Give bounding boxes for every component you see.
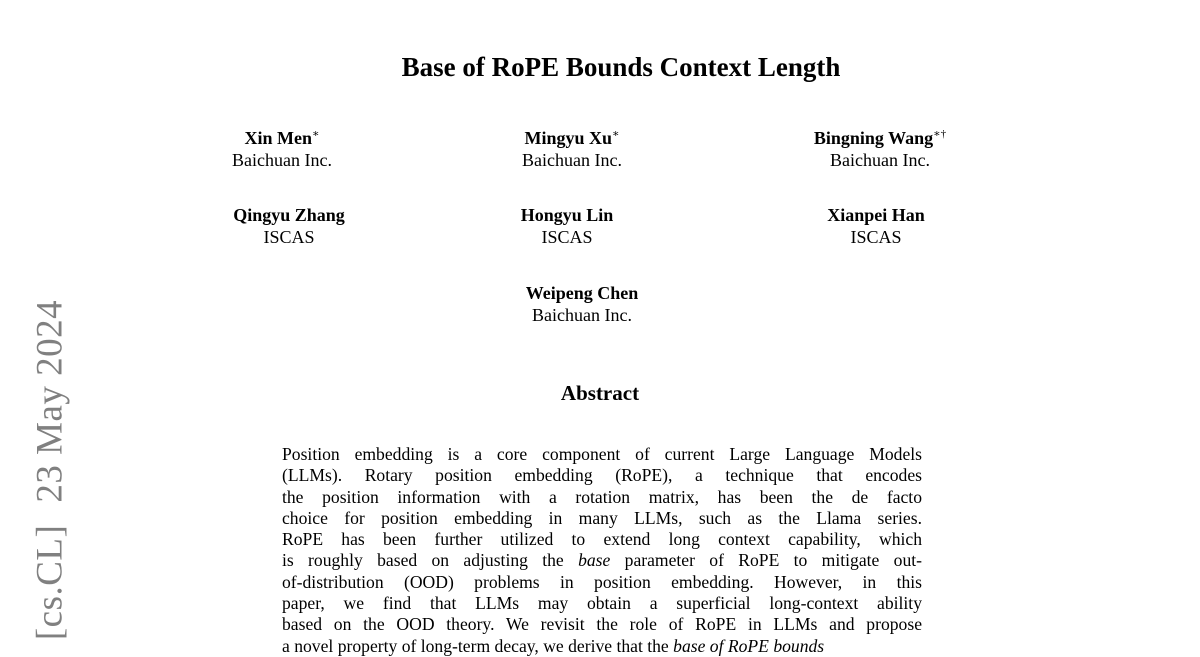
abstract-body (282, 444, 922, 657)
abstract-text: the position information with a rotation matrix, has been the de facto (282, 486, 922, 507)
abstract-heading: Abstract (560, 381, 640, 405)
author-block (521, 204, 614, 248)
author-marks: ∗† (933, 128, 947, 140)
author-affiliation: ISCAS (850, 227, 902, 247)
author-name: Xin Men∗ (244, 128, 320, 148)
author-block (814, 127, 946, 171)
author-affiliation: Baichuan Inc. (830, 150, 930, 170)
author-affiliation: Baichuan Inc. (522, 150, 622, 170)
author-block (827, 204, 925, 248)
author-affiliation: ISCAS (263, 227, 315, 247)
author-name: Qingyu Zhang (233, 205, 345, 225)
arxiv-sidebar-stamp (29, 300, 72, 640)
author-name: Mingyu Xu∗ (524, 128, 620, 148)
author-name: Hongyu Lin (520, 205, 614, 225)
author-affiliation: Baichuan Inc. (532, 305, 632, 325)
author-name: Weipeng Chen (525, 283, 639, 303)
abstract-text: (LLMs). Rotary position embedding (RoPE), a technique that encodes (282, 465, 922, 486)
abstract-line (282, 508, 922, 529)
abstract-text: Position embedding is a core component of current Large Language Models (282, 444, 922, 464)
abstract-line (282, 550, 922, 571)
arxiv-date: 23 May 2024 (29, 299, 71, 503)
abstract-text: based on the OOD theory. We revisit the role of RoPE in LLMs and propose (282, 614, 922, 635)
abstract-line (282, 636, 922, 657)
abstract-text: RoPE has been further utilized to extend long context capability, which (282, 529, 922, 550)
abstract-text: paper, we find that LLMs may obtain a superficial long-context ability (282, 593, 922, 614)
abstract-line (282, 487, 922, 508)
abstract-line (282, 614, 922, 635)
arxiv-category: [cs.CL] (29, 524, 71, 641)
author-affiliation: ISCAS (541, 227, 593, 247)
abstract-text: a novel property of long-term decay, we derive that the (282, 635, 674, 656)
abstract-line (282, 572, 922, 593)
abstract-line (282, 444, 922, 465)
abstract-line (282, 529, 922, 550)
paper-title: Base of RoPE Bounds Context Length (401, 52, 841, 82)
abstract-text: choice for position embedding in many LLMs, such as the Llama series. (282, 507, 922, 528)
author-name: Bingning Wang∗† (813, 128, 947, 148)
abstract-line (282, 465, 922, 486)
abstract-italic-term: base of RoPE bounds (673, 635, 825, 656)
abstract-text: parameter of RoPE to mitigate out- (610, 550, 922, 571)
author-marks: ∗ (312, 128, 320, 140)
abstract-text: is roughly based on adjusting the (282, 550, 579, 571)
author-block (233, 204, 345, 248)
author-block (232, 127, 332, 171)
author-block (522, 127, 622, 171)
author-marks: ∗ (612, 128, 620, 140)
author-name: Xianpei Han (827, 205, 925, 225)
abstract-line (282, 593, 922, 614)
abstract-text: of-distribution (OOD) problems in position embedding. However, in this (282, 571, 922, 592)
author-affiliation: Baichuan Inc. (232, 150, 332, 170)
abstract-italic-term: base (578, 550, 611, 571)
author-block (526, 282, 639, 326)
